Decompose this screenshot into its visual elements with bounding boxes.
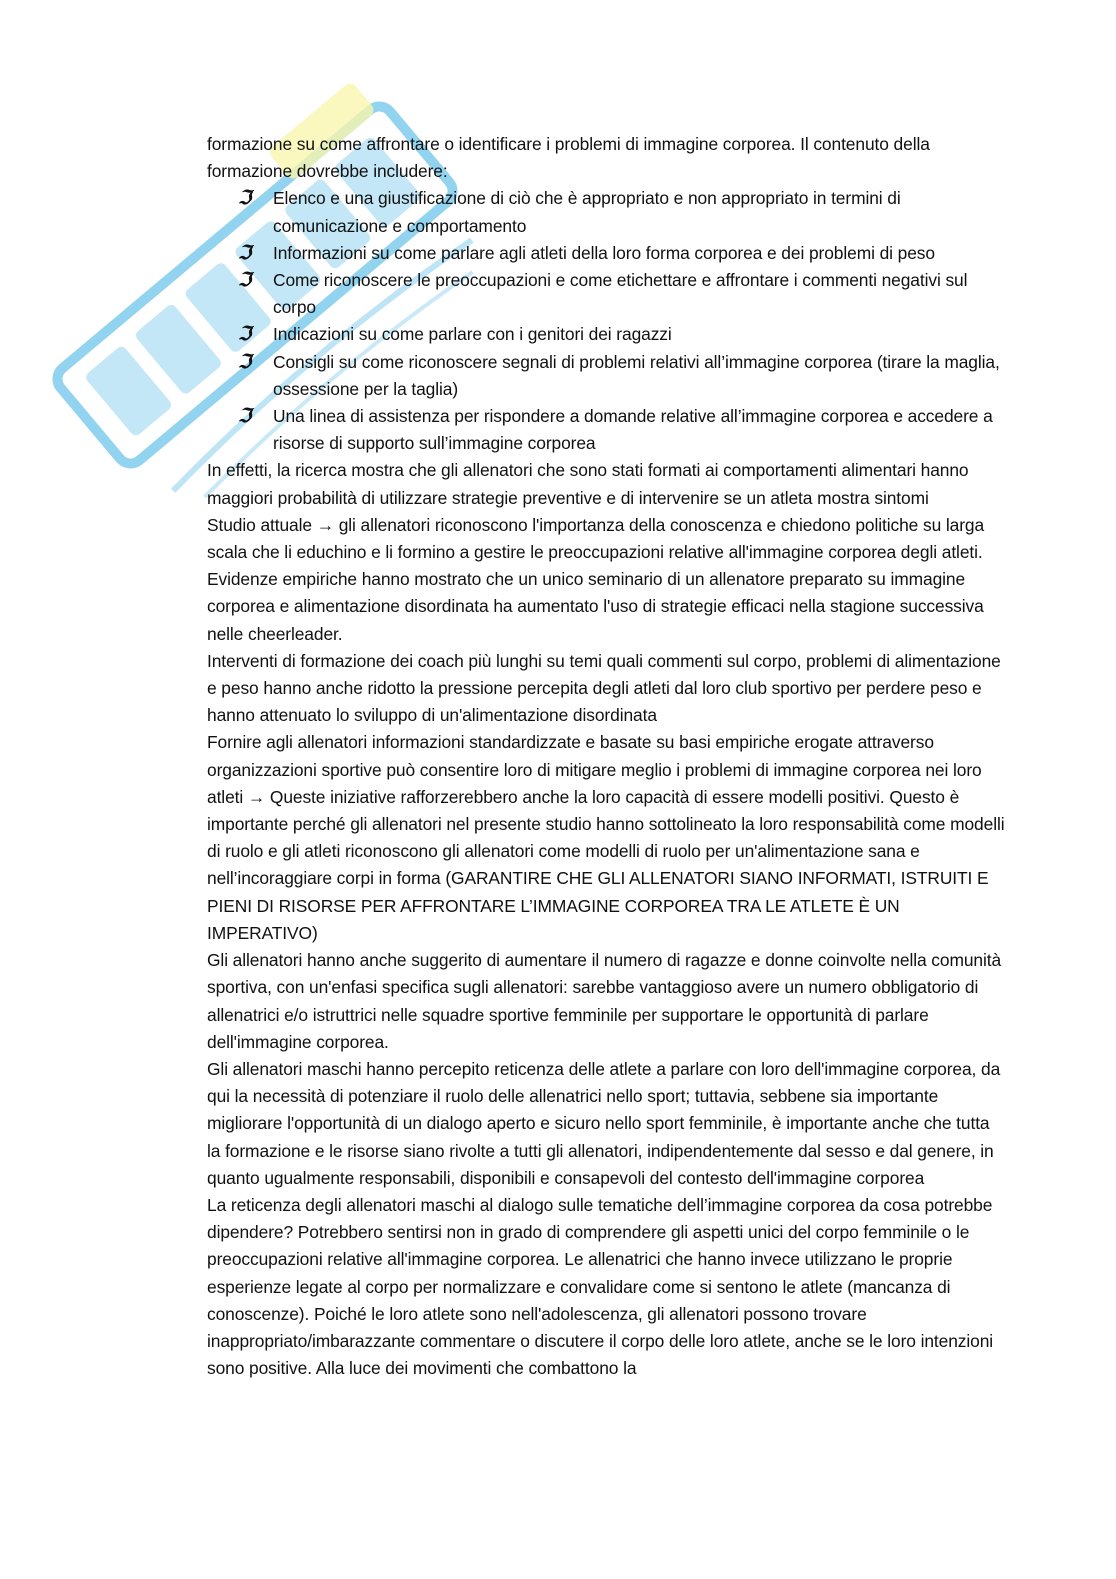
bullet-glyph-icon: ℑ (238, 405, 252, 428)
training-content-list (207, 185, 1007, 457)
paragraph-interventions: Interventi di formazione dei coach più lunghi su temi quali commenti sul corpo, problemi di alimentazione e peso hanno anche ridotto la pressione percepita degli atleti dal loro club sportivo per perdere peso e hanno attenuato lo sviluppo di un'alimentazione disordinata (207, 650, 1001, 726)
list-item-text: Indicazioni su come parlare con i genitori dei ragazzi (273, 324, 672, 345)
bullet-glyph-icon: ℑ (238, 187, 252, 210)
paragraph-female-coaches: Gli allenatori hanno anche suggerito di aumentare il numero di ragazze e donne coinvolte nella comunità sportiva, con un'enfasi specifica sugli allenatori: sarebbe vantaggioso avere un numero obbligatorio di allenatrici e/o istruttrici nelle squadre sportive femminile per supportare le opportunità di parlare dell'immagine corporea. (207, 950, 1002, 1052)
intro-paragraph: formazione su come affrontare o identificare i problemi di immagine corporea. Il contenuto della formazione dovrebbe includere: (207, 134, 930, 182)
bullet-glyph-icon: ℑ (238, 241, 252, 264)
document-body (207, 131, 1007, 1382)
paragraph-standardized-info: Fornire agli allenatori informazioni standardizzate e basate su basi empiriche erogate attraverso organizzazioni sportive può consentire loro di mitigare meglio i problemi di immagine corporea nei loro atleti → Queste iniziative rafforzerebbero anche la loro capacità di essere modelli positivi. Questo è importante perché gli allenatori nel presente studio hanno sottolineato la loro responsabilità come modelli di ruolo e gli atleti riconoscono gli allenatori come modelli di ruolo per un'alimentazione sana e nell’incoraggiare corpi in forma (GARANTIRE CHE GLI ALLENATORI SIANO INFORMATI, ISTRUITI E PIENI DI RISORSE PER AFFRONTARE L’IMMAGINE CORPOREA TRA LE ATLETE È UN IMPERATIVO) (207, 732, 1005, 943)
bullet-glyph-icon: ℑ (238, 269, 252, 292)
bullet-glyph-icon: ℑ (238, 350, 252, 373)
list-item (238, 403, 1007, 457)
list-item (238, 267, 1007, 321)
list-item-text: Informazioni su come parlare agli atleti della loro forma corporea e dei problemi di peso (273, 242, 935, 263)
list-item (238, 240, 1007, 267)
list-item-text: Elenco e una giustificazione di ciò che è appropriato e non appropriato in termini di comunicazione e comportamento (273, 188, 901, 236)
list-item (238, 321, 1007, 348)
list-item-text: Consigli su come riconoscere segnali di problemi relativi all’immagine corporea (tirare la maglia, ossessione per la taglia) (273, 351, 1000, 399)
list-item-text: Una linea di assistenza per rispondere a domande relative all’immagine corporea e accedere a risorse di supporto sull’immagine corporea (273, 406, 993, 454)
list-item (238, 349, 1007, 403)
paragraph-reticence: La reticenza degli allenatori maschi al dialogo sulle tematiche dell’immagine corporea da cosa potrebbe dipendere? Potrebbero sentirsi non in grado di comprendere gli aspetti unici del corpo femminile o le preoccupazioni relative all'immagine corporea. Le allenatrici che hanno invece utilizzano le proprie esperienze legate al corpo per normalizzare e convalidare come si sentono le atlete (mancanza di conoscenze). Poiché le loro atlete sono nell'adolescenza, gli allenatori possono trovare inappropriato/imbarazzante commentare o discutere il corpo delle loro atlete, anche se le loro intenzioni sono positive. Alla luce dei movimenti che combattono la (207, 1194, 994, 1379)
paragraph-male-coaches: Gli allenatori maschi hanno percepito reticenza delle atlete a parlare con loro dell'immagine corporea, da qui la necessità di potenziare il ruolo delle allenatrici nello sport; tuttavia, sebbene sia importante migliorare l'opportunità di un dialogo aperto e sicuro nello sport femminile, è importante anche che tutta la formazione e le risorse siano rivolte a tutti gli allenatori, indipendentemente dal sesso e dal genere, in quanto ugualmente responsabili, disponibili e consapevoli del contesto dell'immagine corporea (207, 1058, 1001, 1188)
paragraph-research: In effetti, la ricerca mostra che gli allenatori che sono stati formati ai comportamenti alimentari hanno maggiori probabilità di utilizzare strategie preventive e di intervenire se un atleta mostra sintomi (207, 460, 969, 508)
list-item (238, 185, 1007, 239)
list-item-text: Come riconoscere le preoccupazioni e come etichettare e affrontare i commenti negativi sul corpo (273, 270, 968, 318)
bullet-glyph-icon: ℑ (238, 323, 252, 346)
paragraph-current-study: Studio attuale → gli allenatori riconoscono l'importanza della conoscenza e chiedono politiche su larga scala che li educhino e li formino a gestire le preoccupazioni relative all'immagine corporea degli atleti. Evidenze empiriche hanno mostrato che un unico seminario di un allenatore preparato su immagine corporea e alimentazione disordinata ha aumentato l'uso di strategie efficaci nella stagione successiva nelle cheerleader. (207, 514, 985, 644)
